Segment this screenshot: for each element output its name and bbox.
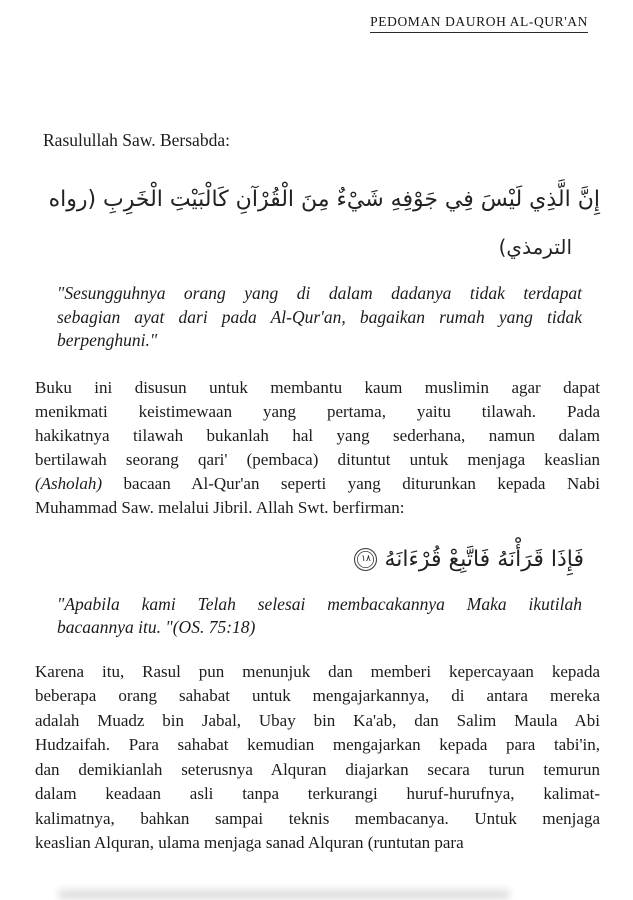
text-line: Hudzaifah. Para sahabat kemudian mengajarkan kepada para tabi'in, <box>35 735 600 754</box>
text-line: beberapa orang sahabat untuk mengajarkannya, di antara mereka <box>35 686 600 705</box>
text-line: bacaannya itu. "(OS. 75:18) <box>57 617 256 637</box>
hadith-arabic-line1: إِنَّ الَّذِي لَيْسَ فِي جَوْفِهِ شَيْءٌ مِنَ الْقُرْآنِ كَالْبَيْتِ الْخَرِبِ (رواه <box>48 187 600 212</box>
text-line: Buku ini disusun untuk membantu kaum muslimin agar dapat <box>35 377 600 397</box>
scan-artifact <box>58 890 510 899</box>
ayah-arabic-text: فَإِذَا قَرَأْنَهُ فَاتَّبِعْ قُرْءَانَهُ <box>384 546 584 572</box>
text-line <box>35 472 600 496</box>
line-rest: bacaan Al-Qur'an seperti yang diturunkan kepada Nabi <box>102 473 600 493</box>
hadith-translation <box>35 282 600 353</box>
text-line: adalah Muadz bin Jabal, Ubay bin Ka'ab, dan Salim Maula Abi <box>35 710 600 730</box>
text-line: sebagian ayat dari pada Al-Qur'an, bagaikan rumah yang tidak <box>57 306 582 327</box>
paragraph-2 <box>35 660 600 856</box>
text-line: Karena itu, Rasul pun menunjuk dan memberi kepercayaan kepada <box>35 661 600 681</box>
text-line: bertilawah seorang qari' (pembaca) dituntut untuk menjaga keaslian <box>35 449 600 469</box>
ayah-translation <box>35 593 600 640</box>
text-line: keaslian Alquran, ulama menjaga sanad Alquran (runtutan para <box>35 833 464 852</box>
italic-term: (Asholah) <box>35 473 103 493</box>
text-line: Muhammad Saw. melalui Jibril. Allah Swt. berfirman: <box>35 497 405 517</box>
text-line: hakikatnya tilawah bukanlah hal yang sederhana, namun dalam <box>35 425 600 445</box>
paragraph-1 <box>35 376 600 520</box>
text-line: "Sesungguhnya orang yang di dalam dadanya tidak terdapat <box>57 283 582 303</box>
text-line: berpenghuni." <box>57 330 158 350</box>
quran-ayah <box>35 538 600 582</box>
text-line: "Apabila kami Telah selesai membacakannya Maka ikutilah <box>57 593 582 614</box>
text-line: dalam keadaan asli tanpa terkurangi huruf-hurufnya, kalimat- <box>35 784 600 803</box>
verse-end-mark: ١٨ <box>354 548 377 571</box>
text-line: menikmati keistimewaan yang pertama, yaitu tilawah. Pada <box>35 401 600 421</box>
text-line: dan demikianlah seterusnya Alquran diajarkan secara turun temurun <box>35 759 600 779</box>
page-title: PEDOMAN DAUROH AL-QUR'AN <box>370 14 588 33</box>
running-header <box>35 0 600 33</box>
hadith-arabic-line2: الترمذي) <box>498 235 572 259</box>
text-line: kalimatnya, bahkan sampai teknis membacanya. Untuk menjaga <box>35 808 600 828</box>
lead-line: Rasulullah Saw. Bersabda: <box>43 130 230 150</box>
